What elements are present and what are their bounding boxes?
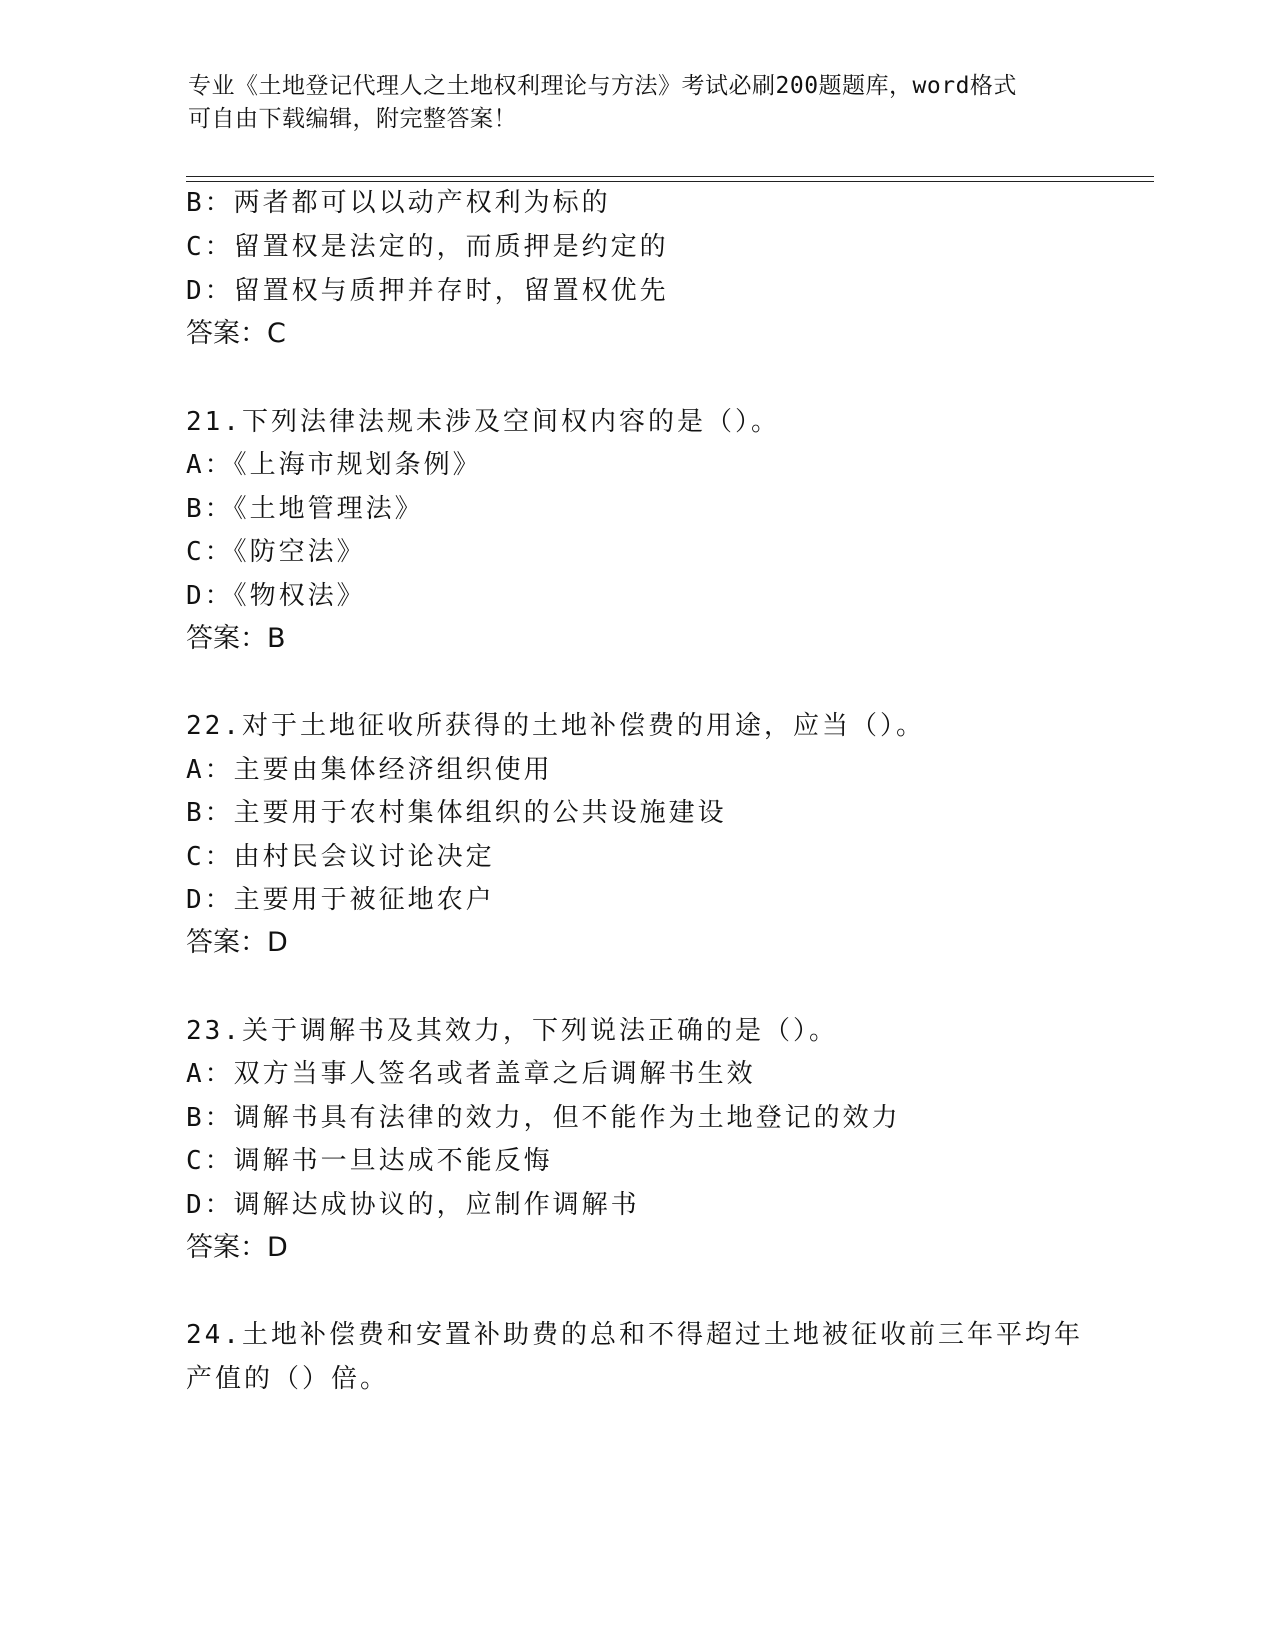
option-c: C：留置权是法定的，而质押是约定的 xyxy=(186,232,669,262)
header-title-line-1: 专业《土地登记代理人之土地权利理论与方法》考试必刷200题题库，word格式 xyxy=(188,73,1017,99)
question-stem: 23.关于调解书及其效力，下列说法正确的是（）。 xyxy=(186,1016,838,1046)
answer-line: 答案：B xyxy=(186,623,286,654)
header-title-line-2: 可自由下载编辑，附完整答案！ xyxy=(188,106,517,132)
option-c: C：《防空法》 xyxy=(186,537,366,567)
document-header xyxy=(188,70,1088,136)
option-d: D：《物权法》 xyxy=(186,581,366,611)
question-stem: 22.对于土地征收所获得的土地补偿费的用途，应当（）。 xyxy=(186,711,925,741)
question-stem-line-1: 24.土地补偿费和安置补助费的总和不得超过土地被征收前三年平均年 xyxy=(186,1320,1083,1350)
answer-line: 答案：C xyxy=(186,318,286,349)
option-b: B：调解书具有法律的效力，但不能作为土地登记的效力 xyxy=(186,1103,901,1133)
answer-line: 答案：D xyxy=(186,927,288,958)
option-a: A：双方当事人签名或者盖章之后调解书生效 xyxy=(186,1059,756,1089)
option-b: B：《土地管理法》 xyxy=(186,494,424,524)
option-c: C：由村民会议讨论决定 xyxy=(186,842,495,872)
question-stem-line-2: 产值的（）倍。 xyxy=(186,1364,390,1394)
option-b: B：两者都可以以动产权利为标的 xyxy=(186,188,611,218)
option-a: A：主要由集体经济组织使用 xyxy=(186,755,553,785)
option-d: D：留置权与质押并存时，留置权优先 xyxy=(186,276,669,306)
option-c: C：调解书一旦达成不能反悔 xyxy=(186,1146,553,1176)
option-b: B：主要用于农村集体组织的公共设施建设 xyxy=(186,798,727,828)
answer-line: 答案：D xyxy=(186,1232,288,1263)
option-a: A：《上海市规划条例》 xyxy=(186,450,482,480)
option-d: D：主要用于被征地农户 xyxy=(186,885,495,915)
header-divider-bottom xyxy=(186,181,1154,182)
question-stem: 21.下列法律法规未涉及空间权内容的是（）。 xyxy=(186,407,780,437)
option-d: D：调解达成协议的，应制作调解书 xyxy=(186,1190,640,1220)
header-divider-top xyxy=(186,176,1154,177)
